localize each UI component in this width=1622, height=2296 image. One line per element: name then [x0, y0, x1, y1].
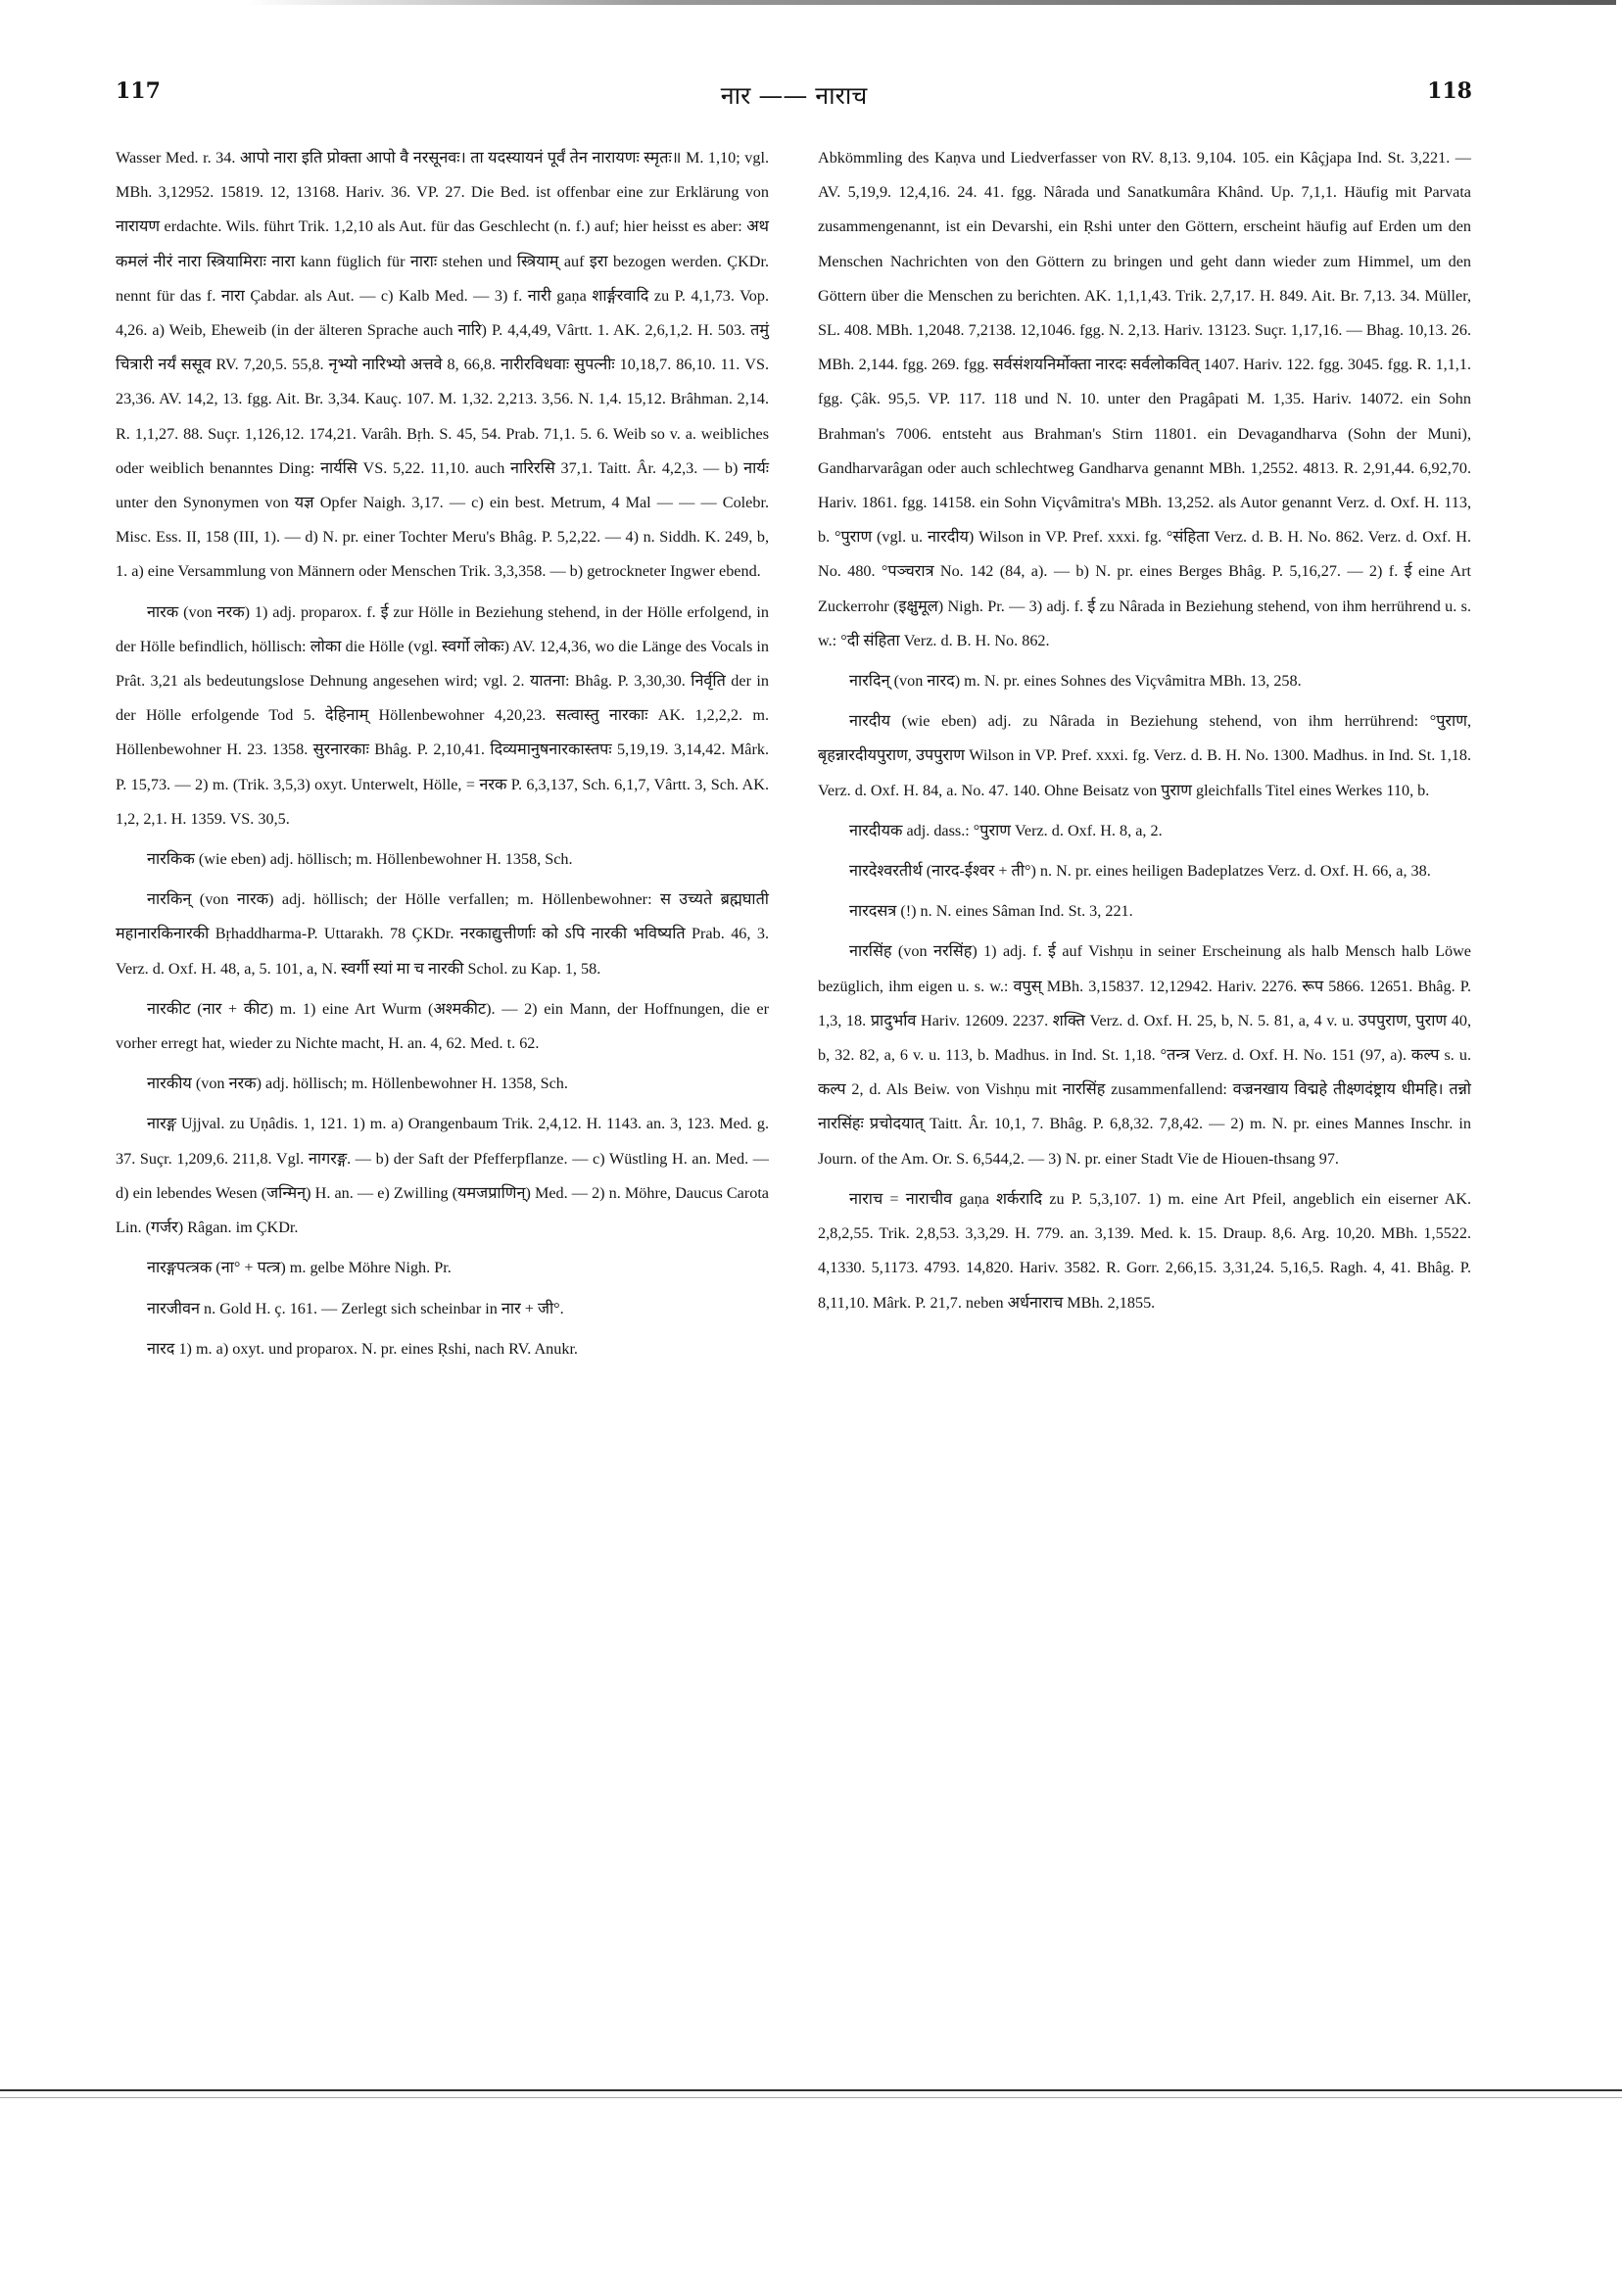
- page-number-right: 118: [1427, 78, 1472, 104]
- page-header: [116, 78, 1472, 118]
- dictionary-entry: नारसिंह (von नरसिंह) 1) adj. f. ई auf Vishṇu in seiner Erscheinung als halb Mensch halb Löwe bezüglich, ihm eigen u. s. w.: वपुस् MBh. 3,15837. 12,12942. Hariv. 2276. रूप 5866. 12651. Bhâg. P. 1,3, 18. प्रादुर्भाव Hariv. 12609. 2237. शक्ति Verz. d. Oxf. H. 25, b, N. 5. 81, a, 4 v. u. उपपुराण, पुराण 40, b, 32. 82, a, 6 v. u. 113, b. Madhus. in Ind. St. 1,18. °तन्त्र Verz. d. Oxf. H. No. 151 (97, a). कल्प s. u. कल्प 2, d. Als Beiw. von Vishṇu mit नारसिंह zusammenfallend: वज्रनखाय विद्महे तीक्ष्णदंष्ट्राय धीमहि। तन्नो नारसिंहः प्रचोदयात् Taitt. Âr. 10,1, 7. Bhâg. P. 6,8,32. 7,8,42. — 2) m. N. pr. eines Mannes Inschr. in Journ. of the Am. Or. S. 6,544,2. — 3) N. pr. einer Stadt Vie de Hiouen-thsang 97.: [818, 942, 1471, 1168]
- dictionary-entry: नारकीट (नार + कीट) m. 1) eine Art Wurm (अश्मकीट). — 2) ein Mann, der Hoffnungen, die er vorher erregt hat, wieder zu Nichte macht, H. an. 4, 62. Med. t. 62.: [116, 999, 769, 1053]
- scan-top-edge: [245, 0, 1616, 5]
- dictionary-entry: नारजीवन n. Gold H. ç. 161. — Zerlegt sich scheinbar in नार + जी°.: [147, 1299, 564, 1317]
- left-column: [116, 141, 769, 1366]
- dictionary-entry: नारदसत्र (!) n. N. eines Sâman Ind. St. 3, 221.: [849, 902, 1133, 921]
- dictionary-entry: नारदीयक adj. dass.: °पुराण Verz. d. Oxf. H. 8, a, 2.: [849, 821, 1163, 839]
- dictionary-entry: नारदीय (wie eben) adj. zu Nârada in Beziehung stehend, von ihm herrührend: °पुराण, बृहन्नारदीयपुराण, उपपुराण Wilson in VP. Pref. xxxi. fg. Verz. d. B. H. No. 1300. Madhus. in Ind. St. 1,18. Verz. d. Oxf. H. 84, a. No. 47. 140. Ohne Beisatz von पुराण gleichfalls Titel eines Werkes 110, b.: [818, 712, 1471, 799]
- dictionary-entry: नारङ्ग Ujjval. zu Uṇâdis. 1, 121. 1) m. a) Orangenbaum Trik. 2,4,12. H. 1143. an. 3, 123. Med. g. 37. Suçr. 1,209,6. 211,8. Vgl. नागरङ्ग. — b) der Saft der Pfefferpflanze. — c) Wüstling H. an. Med. — d) ein lebendes Wesen (जन्मिन्) H. an. — e) Zwilling (यमजप्राणिन्) Med. — 2) n. Möhre, Daucus Carota Lin. (गर्जर) Râgan. im ÇKDr.: [116, 1115, 769, 1237]
- dictionary-entry: नारकिक (wie eben) adj. höllisch; m. Höllenbewohner H. 1358, Sch.: [147, 850, 573, 869]
- footer-rule: [0, 2089, 1622, 2091]
- dictionary-entry: नारदिन् (von नारद) m. N. pr. eines Sohnes des Viçvâmitra MBh. 13, 258.: [849, 672, 1302, 691]
- entry-continuation: Abkömmling des Kaṇva und Liedverfasser von RV. 8,13. 9,104. 105. ein Kâçjapa Ind. St. 3,221. — AV. 5,19,9. 12,4,16. 24. 41. fgg. Nârada und Sanatkumâra Khând. Up. 7,1,1. Häufig mit Parvata zusammengenannt, ist ein Devarshi, ein Ṛshi unter den Göttern, erscheint häufig auf Erden um den Menschen Nachrichten von den Göttern zu bringen und geht dann wieder zum Himmel, um den Göttern über die Menschen zu berichten. AK. 1,1,1,43. Trik. 2,7,17. H. 849. Ait. Br. 7,13. 34. Müller, SL. 408. MBh. 1,2048. 7,2138. 12,1046. fgg. N. 2,13. Hariv. 13123. Suçr. 1,17,16. — Bhag. 10,13. 26. MBh. 2,144. fgg. 269. fgg. सर्वसंशयनिर्मोक्ता नारदः सर्वलोकवित् 1407. Hariv. 122. fgg. 3045. fgg. R. 1,1,1. fgg. Çâk. 95,5. VP. 117. 118 und N. 10. unter den Pragâpati M. 1,35. Hariv. 14072. ein Sohn Brahman's 7006. entsteht aus Brahman's Stirn 11801. ein Devagandharva (Sohn der Muni), Gandharvarâgan oder auch schlechtweg Gandharva genannt MBh. 1,2552. 4813. R. 2,91,44. 6,92,70. Hariv. 1861. fgg. 14158. ein Sohn Viçvâmitra's MBh. 13,252. als Autor genannt Verz. d. Oxf. H. 113, b. °पुराण (vgl. u. नारदीय) Wilson in VP. Pref. xxxi. fg. °संहिता Verz. d. B. H. No. 862. Verz. d. Oxf. H. No. 480. °पञ्चरात्र No. 142 (84, a). — b) N. pr. eines Berges Bhâg. P. 5,16,27. — 2) f. ई eine Art Zuckerrohr (इक्षुमूल) Nigh. Pr. — 3) adj. f. ई zu Nârada in Beziehung stehend, von ihm herrührend u. s. w.: °दी संहिता Verz. d. B. H. No. 862.: [818, 149, 1471, 649]
- page-number-left: 117: [116, 78, 161, 104]
- entry-continuation: Wasser Med. r. 34. आपो नारा इति प्रोक्ता आपो वै नरसूनवः। ता यदस्यायनं पूर्वं तेन नारायणः स्मृतः॥ M. 1,10; vgl. MBh. 3,12952. 15819. 12, 13168. Hariv. 36. VP. 27. Die Bed. ist offenbar eine zur Erklärung von नारायण erdachte. Wils. führt Trik. 1,2,10 als Aut. für das Geschlecht (n. f.) auf; hier heisst es aber: अथ कमलं नीरं नारा स्त्रियामिराः नारा kann füglich für नाराः stehen und स्त्रियाम् auf इरा bezogen werden. ÇKDr. nennt für das f. नारा Çabdar. als Aut. — c) Kalb Med. — 3) f. नारी gaṇa शार्ङ्गरवादि zu P. 4,1,73. Vop. 4,26. a) Weib, Eheweib (in der älteren Sprache auch नारि) P. 4,4,49, Vârtt. 1. AK. 2,6,1,2. H. 503. तमुं चित्रारी नर्यं ससूव RV. 7,20,5. 55,8. नृभ्यो नारिभ्यो अत्तवे 8, 66,8. नारीरविधवाः सुपत्नीः 10,18,7. 86,10. 11. VS. 23,36. AV. 14,2, 13. fgg. Ait. Br. 3,34. Kauç. 107. M. 1,32. 2,213. 3,56. N. 1,4. 15,12. Brâhman. 2,14. R. 1,1,27. 88. Suçr. 1,126,12. 174,21. Varâh. Bṛh. S. 45, 54. Prab. 71,1. 5. 6. Weib so v. a. weibliches oder weiblich benanntes Ding: नार्यसि VS. 5,22. 11,10. auch नारिरसि 37,1. Taitt. Âr. 4,2,3. — b) नार्यः unter den Synonymen von यज्ञ Opfer Naigh. 3,17. — c) ein best. Metrum, 4 Mal — — — Colebr. Misc. Ess. II, 158 (III, 1). — d) N. pr. einer Tochter Meru's Bhâg. P. 5,2,22. — 4) n. Siddh. K. 249, b, 1. a) eine Versammlung von Männern oder Menschen Trik. 3,3,358. — b) getrockneter Ingwer ebend.: [116, 149, 769, 581]
- dictionary-entry: नारदेश्वरतीर्थ (नारद-ईश्वर + ती°) n. N. pr. eines heiligen Badeplatzes Verz. d. Oxf. H. 66, a, 38.: [849, 862, 1431, 881]
- footer-rule-thin: [0, 2097, 1622, 2098]
- running-head: नार —— नाराच: [720, 81, 868, 110]
- dictionary-entry: नारङ्गपत्त्रक (ना° + पत्त्र) m. gelbe Möhre Nigh. Pr.: [147, 1259, 452, 1277]
- dictionary-entry: नाराच = नाराचीव gaṇa शर्करादि zu P. 5,3,107. 1) m. eine Art Pfeil, angeblich ein eiserner AK. 2,8,2,55. Trik. 2,8,53. 3,3,29. H. 779. an. 3,139. Med. k. 15. Draup. 8,6. Arg. 10,20. MBh. 1,5522. 4,1330. 5,1173. 4793. 14,820. Hariv. 3582. R. Gorr. 2,66,15. 3,31,24. 5,16,5. Ragh. 4, 41. Bhâg. P. 8,11,10. Mârk. P. 21,7. neben अर्धनाराच MBh. 2,1855.: [818, 1189, 1471, 1312]
- dictionary-entry: नारकीय (von नरक) adj. höllisch; m. Höllenbewohner H. 1358, Sch.: [147, 1075, 568, 1093]
- dictionary-entry: नारक (von नरक) 1) adj. proparox. f. ई zur Hölle in Beziehung stehend, in der Hölle erfolgend, in der Hölle befindlich, höllisch: लोका die Hölle (vgl. स्वर्गो लोकः) AV. 12,4,36, wo die Länge des Vocals in Prât. 3,21 als bedeutungslose Dehnung angesehen wird; vgl. 2. यातना: Bhâg. P. 3,30,30. निर्वृति der in der Hölle erfolgende Tod 5. देहिनाम् Höllenbewohner 4,20,23. सत्वास्तु नारकाः AK. 1,2,2,2. m. Höllenbewohner H. 23. 1358. सुरनारकाः Bhâg. P. 2,10,41. दिव्यमानुषनारकास्तपः 5,19,19. 3,14,42. Mârk. P. 15,73. — 2) m. (Trik. 3,5,3) oxyt. Unterwelt, Hölle, = नरक P. 6,3,137, Sch. 6,1,7, Vârtt. 3, Sch. AK. 1,2, 2,1. H. 1359. VS. 30,5.: [116, 602, 769, 828]
- dictionary-entry: नारकिन् (von नारक) adj. höllisch; der Hölle verfallen; m. Höllenbewohner: स उच्यते ब्रह्मघाती महानारकिनारकी Bṛhaddharma-P. Uttarakh. 78 ÇKDr. नरकाद्युत्तीर्णाः को ऽपि नारकी भविष्यति Prab. 46, 3. Verz. d. Oxf. H. 48, a, 5. 101, a, N. स्वर्गी स्यां मा च नारकी Schol. zu Kap. 1, 58.: [116, 890, 769, 978]
- dictionary-entry: नारद 1) m. a) oxyt. und proparox. N. pr. eines Ṛshi, nach RV. Anukr.: [147, 1339, 578, 1358]
- right-column: [818, 141, 1471, 1320]
